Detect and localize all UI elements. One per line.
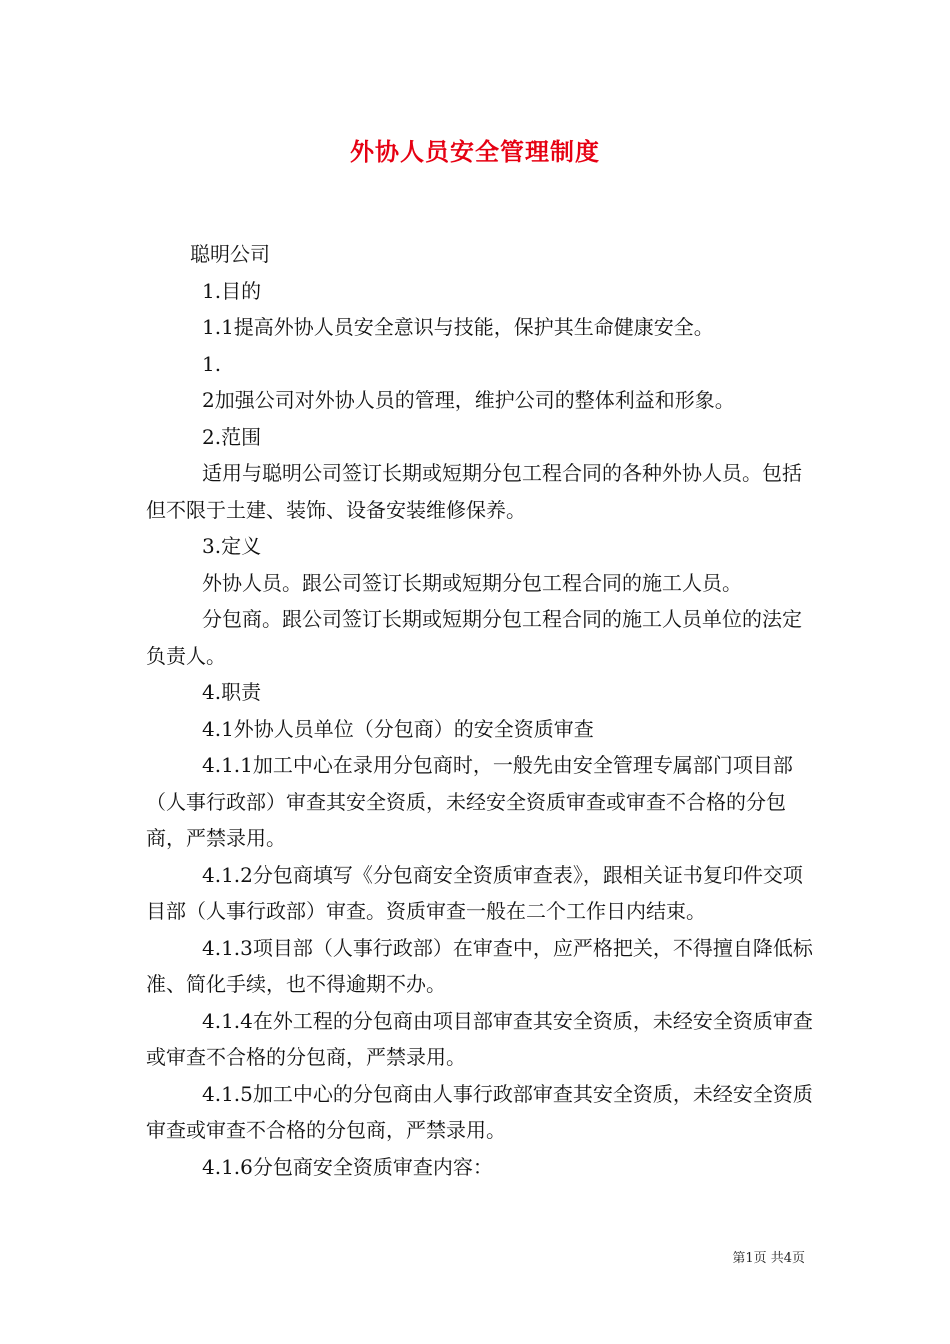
- paragraph-4-1-3: 4.1.3项目部（人事行政部）在审查中，应严格把关，不得擅自降低标准、简化手续，也不得逾期不办。: [146, 935, 813, 996]
- paragraph-4-1-4: 4.1.4在外工程的分包商由项目部审查其安全资质，未经安全资质审查或审查不合格的分包商，严禁录用。: [146, 1008, 813, 1069]
- paragraph-def-subcontractor: 分包商。跟公司签订长期或短期分包工程合同的施工人员单位的法定负责人。: [146, 607, 802, 668]
- paragraph-1-2-prefix: 1.: [202, 351, 222, 376]
- paragraph-section-2: 2.范围: [202, 424, 262, 449]
- paragraph-4-1-5: 4.1.5加工中心的分包商由人事行政部审查其安全资质，未经安全资质审查或审查不合格的分包商，严禁录用。: [146, 1081, 813, 1142]
- paragraph-4-1-6: 4.1.6分包商安全资质审查内容：: [202, 1154, 493, 1179]
- paragraph-4-1: 4.1外协人员单位（分包商）的安全资质审查: [202, 716, 594, 741]
- document-body: [146, 236, 814, 1185]
- paragraph-1-2: 2加强公司对外协人员的管理，维护公司的整体利益和形象。: [202, 388, 735, 412]
- paragraph-section-1: 1.目的: [202, 278, 262, 303]
- paragraph-section-3: 3.定义: [202, 534, 262, 558]
- paragraph-1-1: 1.1提高外协人员安全意识与技能，保护其生命健康安全。: [202, 315, 714, 339]
- paragraph-section-4: 4.职责: [202, 680, 262, 704]
- paragraph-4-1-1: 4.1.1加工中心在录用分包商时，一般先由安全管理专属部门项目部（人事行政部）审查其安全资质，未经安全资质审查或审查不合格的分包商，严禁录用。: [146, 753, 793, 850]
- paragraph-company: 聪明公司: [190, 242, 270, 266]
- document-title: 外协人员安全管理制度: [350, 137, 600, 166]
- paragraph-def-worker: 外协人员。跟公司签订长期或短期分包工程合同的施工人员。: [202, 570, 742, 595]
- page-number: 第1页 共4页: [732, 1251, 805, 1266]
- paragraph-scope: 适用与聪明公司签订长期或短期分包工程合同的各种外协人员。包括但不限于土建、装饰、设备安装维修保养。: [146, 461, 802, 522]
- paragraph-4-1-2: 4.1.2分包商填写《分包商安全资质审查表》，跟相关证书复印件交项目部（人事行政部）审查。资质审查一般在二个工作日内结束。: [146, 862, 803, 923]
